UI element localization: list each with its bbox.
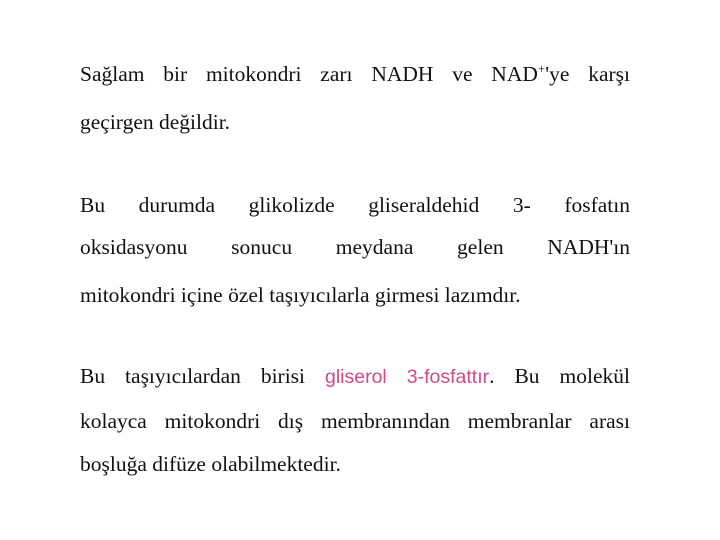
paragraph-3-line-2: kolayca mitokondri dış membranından membranlar arası <box>80 409 630 433</box>
paragraph-2-line-2: oksidasyonu sonucu meydana gelen NADH'ın <box>80 235 630 259</box>
highlighted-term: gliserol 3-fosfattır <box>324 366 490 388</box>
paragraph-3-line-1-end: . Bu molekül <box>489 364 630 388</box>
paragraph-1-line-1 <box>80 62 630 88</box>
paragraph-2-line-1: Bu durumda glikolizde gliseraldehid 3- fosfatın <box>80 193 630 217</box>
paragraph-3-line-1-start: Bu taşıyıcılardan birisi <box>80 364 325 388</box>
paragraph-1-line-1-end: 'ye karşı <box>545 62 631 86</box>
paragraph-2-line-3: mitokondri içine özel taşıyıcılarla girmesi lazımdır. <box>80 283 521 307</box>
paragraph-3-line-1 <box>80 364 630 390</box>
paragraph-3-line-3: boşluğa difüze olabilmektedir. <box>80 452 341 476</box>
nad-plus-superscript: + <box>537 60 546 76</box>
paragraph-1-line-2: geçirgen değildir. <box>80 110 231 134</box>
paragraph-1-line-1-text: Sağlam bir mitokondri zarı NADH ve NAD <box>80 62 538 86</box>
